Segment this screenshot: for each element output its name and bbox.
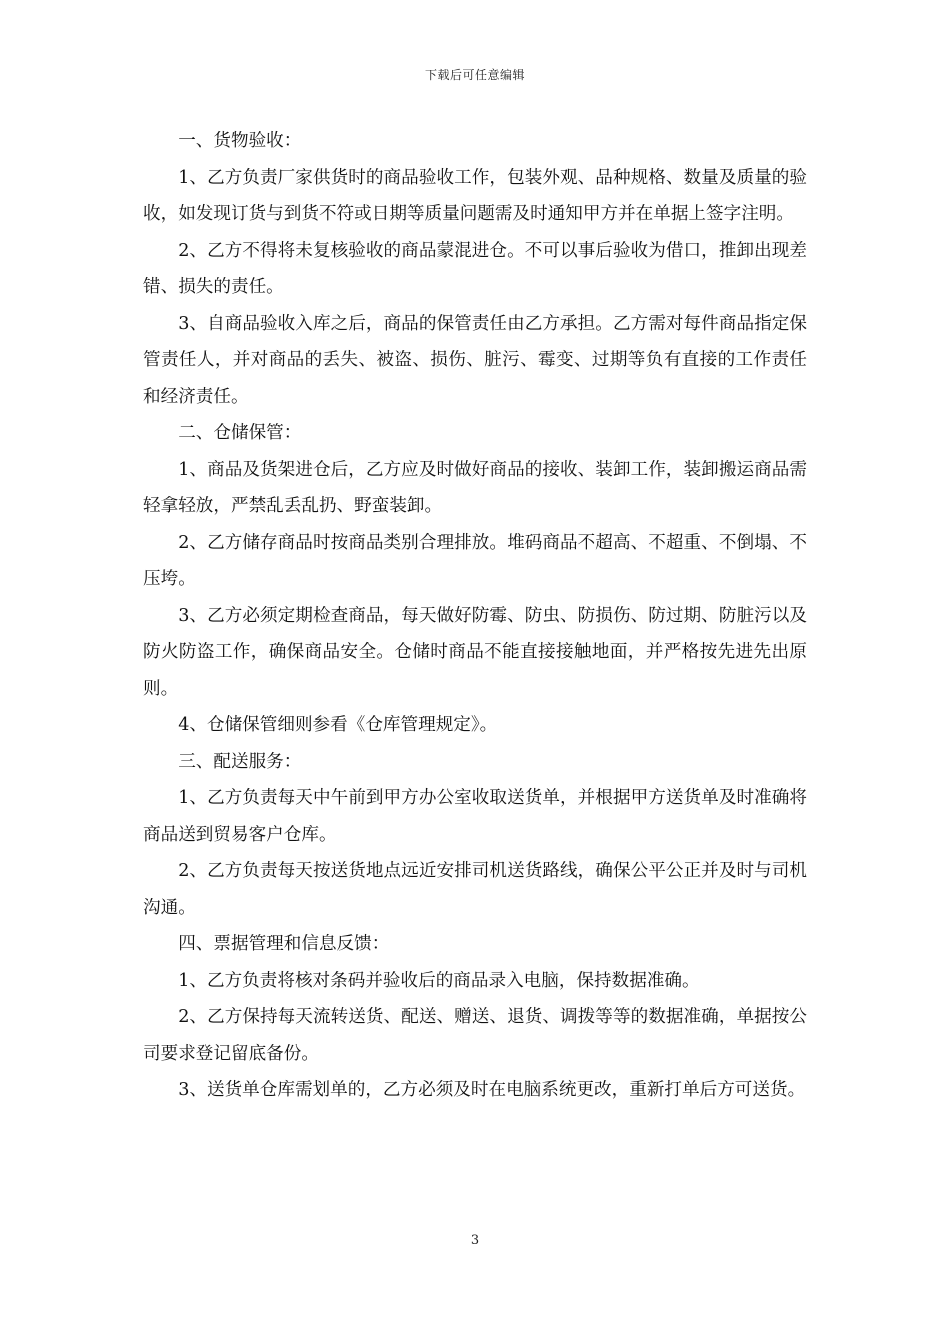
section-heading: 四、票据管理和信息反馈： — [178, 934, 390, 954]
page-number: 3 — [470, 1233, 480, 1248]
paragraph: 4、仓储保管细则参看《仓库管理规定》。 — [178, 715, 498, 735]
paragraph: 1、乙方负责每天中午前到甲方办公室收取送货单，并根据甲方送货单及时准确将商品送到贸易客户仓库。 — [143, 788, 807, 845]
page-header: 下载后可任意编辑 — [424, 68, 525, 82]
paragraph: 2、乙方储存商品时按商品类别合理排放。堆码商品不超高、不超重、不倒塌、不压垮。 — [143, 532, 807, 589]
paragraph: 1、商品及货架进仓后，乙方应及时做好商品的接收、装卸工作，装卸搬运商品需轻拿轻放，严禁乱丢乱扔、野蛮装卸。 — [143, 459, 807, 516]
paragraph: 2、乙方负责每天按送货地点远近安排司机送货路线，确保公平公正并及时与司机沟通。 — [143, 861, 807, 918]
document-body — [143, 123, 807, 1109]
paragraph: 2、乙方保持每天流转送货、配送、赠送、退货、调拨等等的数据准确，单据按公司要求登记留底备份。 — [143, 1007, 807, 1064]
paragraph: 3、自商品验收入库之后，商品的保管责任由乙方承担。乙方需对每件商品指定保管责任人，并对商品的丢失、被盗、损伤、脏污、霉变、过期等负有直接的工作责任和经济责任。 — [143, 313, 807, 407]
paragraph: 3、乙方必须定期检查商品，每天做好防霉、防虫、防损伤、防过期、防脏污以及防火防盗工作，确保商品安全。仓储时商品不能直接接触地面，并严格按先进先出原则。 — [143, 605, 807, 699]
paragraph: 2、乙方不得将未复核验收的商品蒙混进仓。不可以事后验收为借口，推卸出现差错、损失的责任。 — [143, 240, 807, 297]
section-heading: 三、配送服务： — [178, 751, 302, 772]
section-heading: 一、货物验收： — [178, 131, 302, 151]
section-heading: 二、仓储保管： — [178, 423, 302, 443]
paragraph: 1、乙方负责将核对条码并验收后的商品录入电脑，保持数据准确。 — [178, 970, 700, 991]
paragraph: 3、送货单仓库需划单的，乙方必须及时在电脑系统更改，重新打单后方可送货。 — [178, 1080, 806, 1100]
paragraph: 1、乙方负责厂家供货时的商品验收工作，包装外观、品种规格、数量及质量的验收，如发现订货与到货不符或日期等质量问题需及时通知甲方并在单据上签字注明。 — [143, 167, 807, 224]
